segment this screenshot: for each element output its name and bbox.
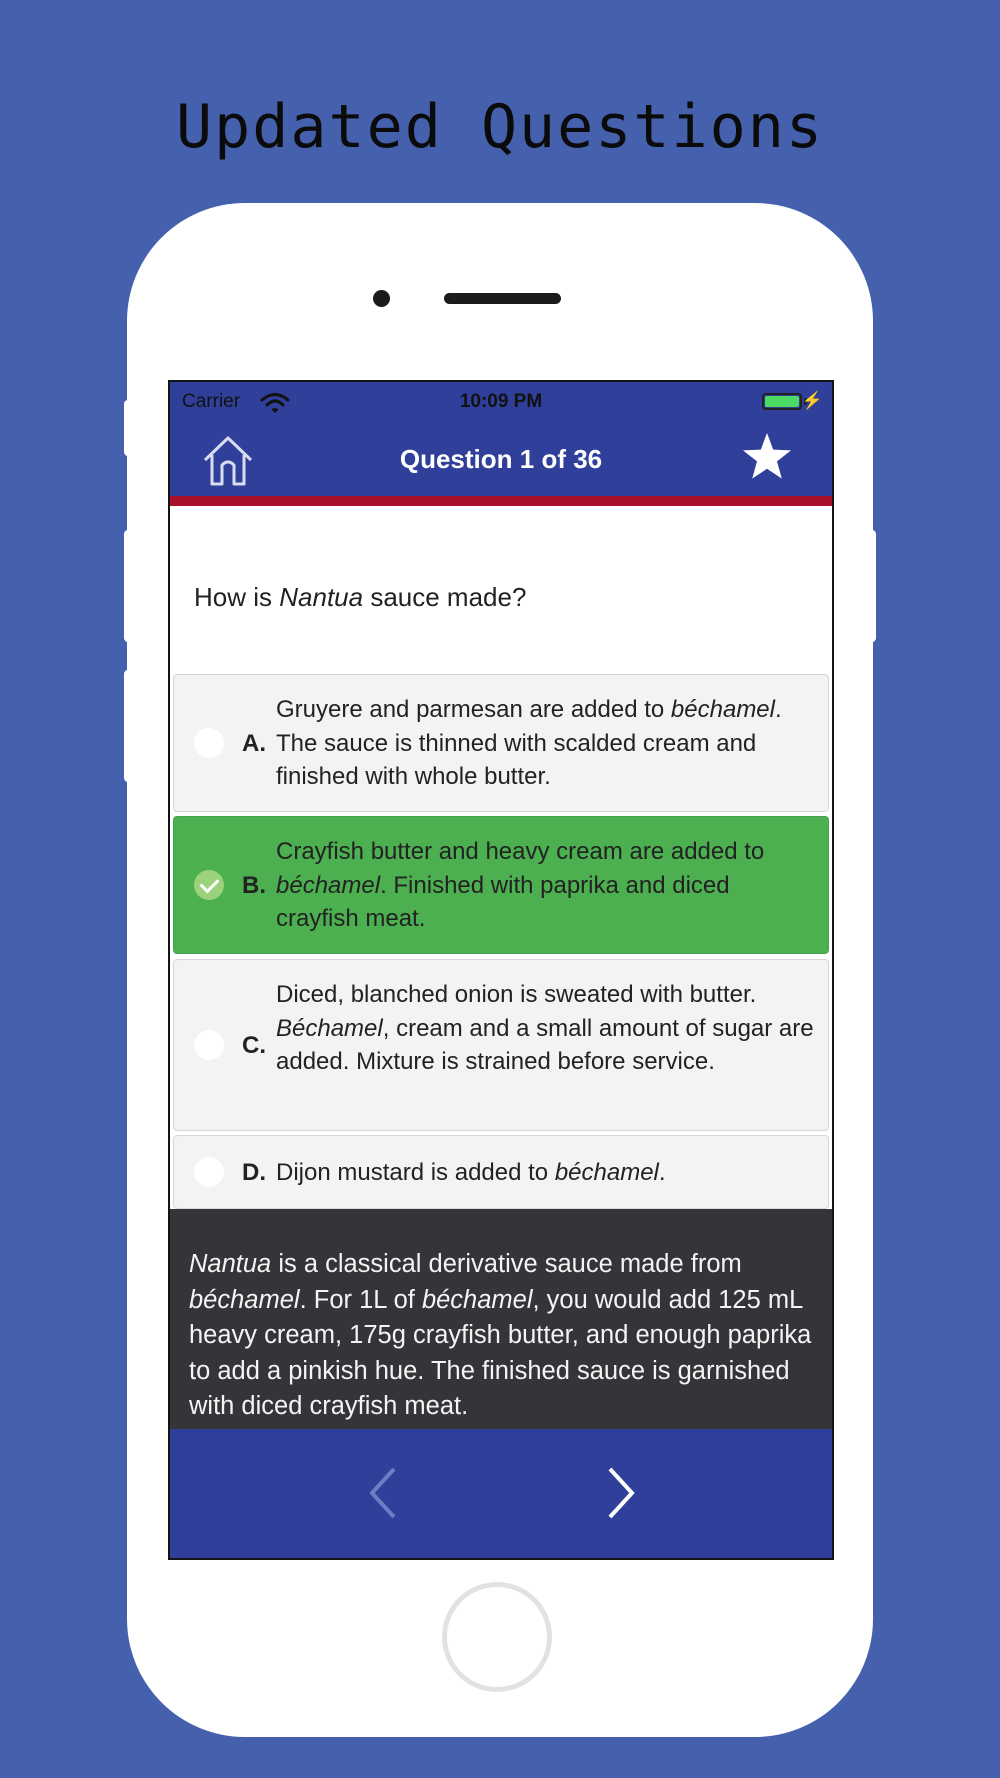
- answer-text-part: Gruyere and parmesan are added to: [276, 696, 671, 723]
- answer-option-a[interactable]: [173, 674, 829, 812]
- answer-text-italic: béchamel: [276, 871, 381, 899]
- question-prefix: How is: [194, 582, 280, 612]
- explanation-part: , you would add 125 mL heavy cream, 175g crayfish butter, and enough paprika to add a pinkish hue. The finished sauce is garnished with diced crayfish meat.: [189, 1285, 812, 1420]
- explanation-part: . For 1L of: [299, 1285, 422, 1314]
- headline: Updated Questions: [175, 92, 825, 162]
- earpiece-speaker: [444, 293, 561, 304]
- bottom-nav-bar: [170, 1429, 832, 1560]
- answer-text-part: . Finished with paprika and diced crayfish meat.: [276, 871, 730, 932]
- answer-option-d[interactable]: [173, 1135, 829, 1209]
- phone-home-button[interactable]: [442, 1582, 552, 1692]
- nav-accent-line: [170, 496, 832, 506]
- answer-text-part: , cream and a small amount of sugar are added. Mixture is strained before service.: [276, 1014, 814, 1075]
- explanation-italic: béchamel: [189, 1285, 300, 1314]
- question-italic: Nantua: [279, 582, 364, 612]
- radio-button[interactable]: [194, 1030, 224, 1060]
- checkmark-icon: [200, 874, 220, 894]
- question-suffix: sauce made?: [363, 582, 527, 612]
- answer-text-part: Crayfish butter and heavy cream are added to: [276, 838, 765, 865]
- answer-text: [276, 1156, 816, 1190]
- radio-button-checked[interactable]: [194, 870, 224, 900]
- status-bar: [170, 382, 832, 422]
- chevron-right-icon[interactable]: [604, 1465, 638, 1521]
- answer-text-part: Diced, blanched onion is sweated with butter.: [276, 981, 757, 1008]
- answer-letter: C.: [242, 1032, 266, 1059]
- answer-text: [276, 693, 816, 794]
- charging-bolt-icon: ⚡: [801, 391, 823, 410]
- front-camera: [373, 290, 390, 307]
- answer-text: [276, 835, 816, 936]
- answer-letter: D.: [242, 1159, 266, 1186]
- explanation-part: is a classical derivative sauce made from: [271, 1250, 742, 1278]
- answer-letter: A.: [242, 730, 266, 757]
- explanation-panel: [170, 1209, 832, 1429]
- answer-text-italic: béchamel: [554, 1159, 659, 1186]
- explanation-italic: Nantua: [189, 1250, 272, 1278]
- answer-text-italic: Béchamel: [276, 1014, 383, 1042]
- battery-icon: [762, 393, 802, 410]
- answer-text-part: Dijon mustard is added to: [276, 1159, 555, 1186]
- radio-button[interactable]: [194, 1157, 224, 1187]
- nav-title: Question 1 of 36: [399, 444, 603, 474]
- explanation-text: [189, 1247, 819, 1425]
- status-time: 10:09 PM: [459, 391, 543, 412]
- question-text: [194, 582, 526, 613]
- answer-text-italic: béchamel: [670, 696, 775, 723]
- chevron-left-icon[interactable]: [366, 1465, 400, 1521]
- app-screen: [168, 380, 834, 1560]
- nav-bar: [170, 422, 832, 496]
- answer-option-b[interactable]: [173, 816, 829, 954]
- answer-text-part: . The sauce is thinned with scalded cream and finished with whole butter.: [276, 696, 782, 790]
- answer-option-c[interactable]: [173, 959, 829, 1131]
- answer-text: [276, 978, 816, 1079]
- answer-letter: B.: [242, 872, 266, 899]
- answer-text-part: .: [658, 1159, 666, 1186]
- explanation-italic: béchamel: [421, 1285, 533, 1314]
- radio-button[interactable]: [194, 728, 224, 758]
- star-icon[interactable]: [740, 430, 794, 484]
- carrier-label: Carrier: [182, 391, 241, 412]
